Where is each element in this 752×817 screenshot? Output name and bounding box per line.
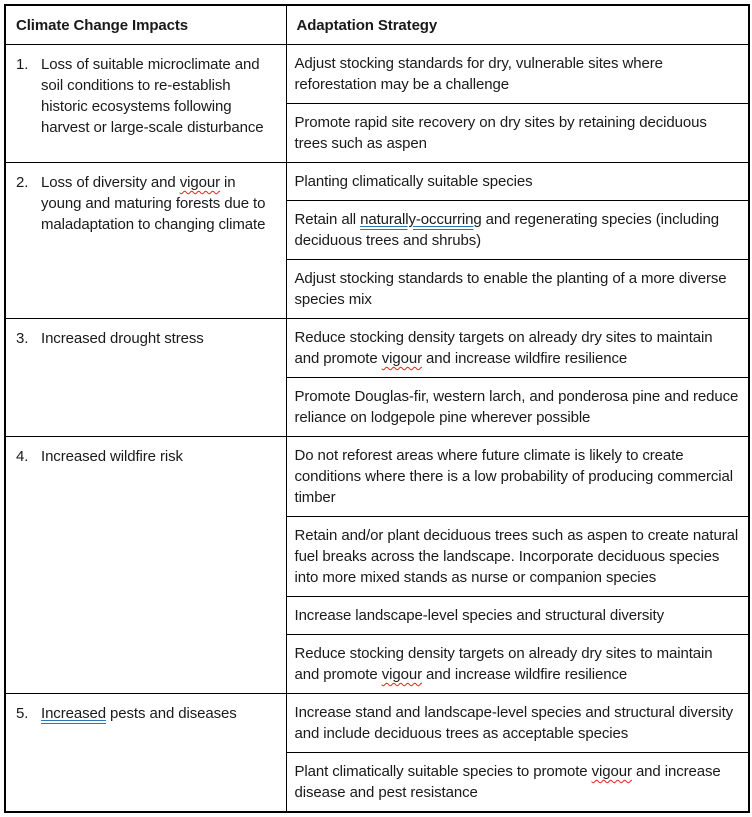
impact-numbered-item bbox=[16, 54, 278, 138]
strategy-cell bbox=[286, 437, 749, 517]
impact-number: 3. bbox=[16, 330, 29, 347]
text-segment: pests and diseases bbox=[105, 705, 237, 722]
text-segment: Increase stand and landscape-level species and structural diversity and include deciduous trees as acceptable species bbox=[294, 704, 734, 742]
impact-number: 2. bbox=[16, 174, 29, 191]
text-segment: and increase disease and pest resistance bbox=[294, 763, 721, 801]
table-header-row bbox=[5, 5, 749, 45]
text-segment: Promote Douglas-fir, western larch, and ponderosa pine and reduce reliance on lodgepole pine wherever possible bbox=[294, 388, 739, 426]
text-segment: Retain all bbox=[294, 211, 361, 228]
impact-cell bbox=[5, 45, 286, 163]
text-segment: Reduce stocking density targets on already dry sites to maintain and promote bbox=[294, 645, 713, 683]
text-segment: Do not reforest areas where future climate is likely to create conditions where there is a low probability of producing commercial timber bbox=[294, 447, 734, 506]
impact-text bbox=[41, 446, 278, 467]
strategy-cell bbox=[286, 378, 749, 437]
spellcheck-flagged-word: vigour bbox=[179, 174, 220, 191]
impact-text bbox=[41, 54, 278, 138]
strategy-cell bbox=[286, 319, 749, 378]
text-segment: Adjust stocking standards to enable the planting of a more diverse species mix bbox=[294, 270, 727, 308]
impact-number: 4. bbox=[16, 448, 29, 465]
table-row bbox=[5, 163, 749, 201]
text-segment: Planting climatically suitable species bbox=[294, 173, 533, 190]
grammar-flagged-word: Increased bbox=[41, 705, 106, 722]
impact-text bbox=[41, 703, 278, 724]
header-climate-change-impacts: Climate Change Impacts bbox=[5, 5, 286, 45]
text-segment: and increase wildfire resilience bbox=[421, 666, 628, 683]
table-row bbox=[5, 45, 749, 104]
table-body bbox=[5, 45, 749, 813]
impact-cell bbox=[5, 163, 286, 319]
text-segment: Increased drought stress bbox=[41, 330, 204, 347]
text-segment: and increase wildfire resilience bbox=[421, 350, 628, 367]
impact-numbered-item bbox=[16, 172, 278, 235]
impact-text bbox=[41, 172, 278, 235]
impact-number: 5. bbox=[16, 705, 29, 722]
impact-numbered-item bbox=[16, 703, 278, 724]
spellcheck-flagged-word: vigour bbox=[381, 666, 422, 683]
table-row bbox=[5, 694, 749, 753]
climate-adaptation-table bbox=[4, 4, 750, 813]
text-segment: Adjust stocking standards for dry, vulnerable sites where reforestation may be a challenge bbox=[294, 55, 663, 93]
header-adaptation-strategy: Adaptation Strategy bbox=[286, 5, 749, 45]
strategy-cell bbox=[286, 201, 749, 260]
impact-number: 1. bbox=[16, 56, 29, 73]
text-segment: Retain and/or plant deciduous trees such as aspen to create natural fuel breaks across the landscape. Incorporate deciduous species into more mixed stands as nurse or companion species bbox=[294, 527, 739, 586]
text-segment: and regenerating species (including deciduous trees and shrubs) bbox=[294, 211, 719, 249]
grammar-flagged-word: naturally-occurring bbox=[360, 211, 482, 228]
strategy-cell bbox=[286, 163, 749, 201]
strategy-cell bbox=[286, 597, 749, 635]
spellcheck-flagged-word: vigour bbox=[381, 350, 422, 367]
table-row bbox=[5, 437, 749, 517]
impact-text bbox=[41, 328, 278, 349]
strategy-cell bbox=[286, 753, 749, 813]
text-segment: in young and maturing forests due to maladaptation to changing climate bbox=[41, 174, 266, 233]
text-segment: Increased wildfire risk bbox=[41, 448, 183, 465]
impact-cell bbox=[5, 437, 286, 694]
impact-numbered-item bbox=[16, 446, 278, 467]
spellcheck-flagged-word: vigour bbox=[591, 763, 632, 780]
strategy-cell bbox=[286, 260, 749, 319]
impact-cell bbox=[5, 319, 286, 437]
impact-numbered-item bbox=[16, 328, 278, 349]
text-segment: Loss of suitable microclimate and soil conditions to re-establish historic ecosystems following harvest or large-scale disturbance bbox=[41, 56, 264, 136]
strategy-cell bbox=[286, 104, 749, 163]
strategy-cell bbox=[286, 517, 749, 597]
strategy-cell bbox=[286, 635, 749, 694]
table-row bbox=[5, 319, 749, 378]
strategy-cell bbox=[286, 45, 749, 104]
text-segment: Plant climatically suitable species to promote bbox=[294, 763, 592, 780]
text-segment: Reduce stocking density targets on already dry sites to maintain and promote bbox=[294, 329, 713, 367]
text-segment: Increase landscape-level species and structural diversity bbox=[294, 607, 664, 624]
text-segment: Promote rapid site recovery on dry sites by retaining deciduous trees such as aspen bbox=[294, 114, 707, 152]
text-segment: Loss of diversity and bbox=[41, 174, 180, 191]
strategy-cell bbox=[286, 694, 749, 753]
impact-cell bbox=[5, 694, 286, 813]
